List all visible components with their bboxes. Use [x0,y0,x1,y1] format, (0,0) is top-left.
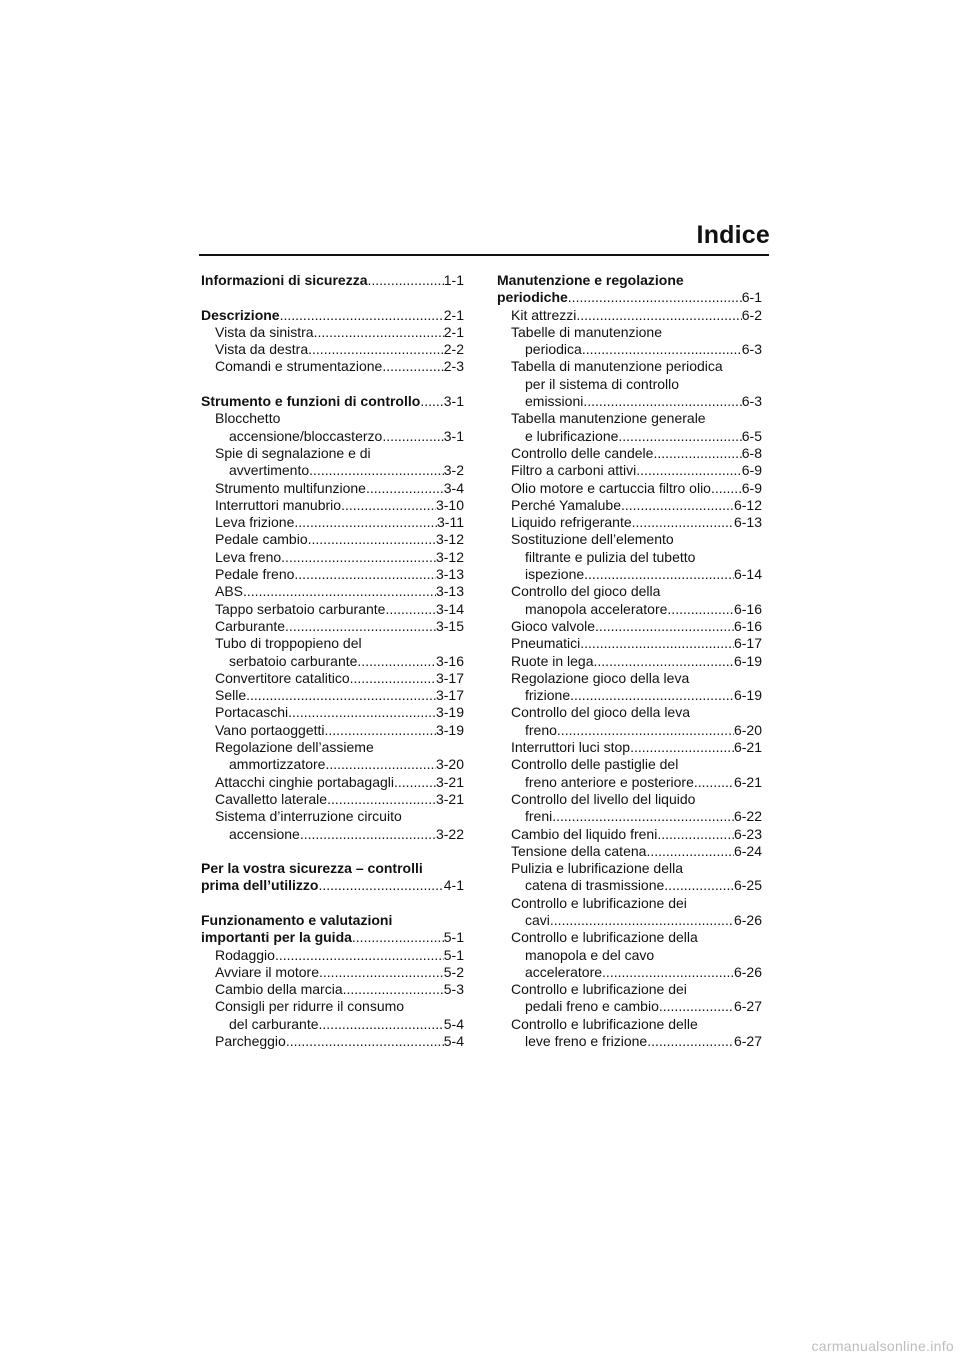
toc-page-number: 2-2 [443,341,464,358]
toc-entry-continued: Tubo di troppopieno del [215,635,362,652]
toc-entry-continued: Per la vostra sicurezza – controlli [201,860,423,877]
toc-entry-continued: filtrante e pulizia del tubetto [525,548,696,565]
toc-entry-title: ABS [215,583,244,600]
toc-page-number: 6-14 [733,566,762,583]
dot-leader [646,843,734,860]
toc-page-number: 6-13 [733,514,762,531]
toc-entry-continued: Regolazione gioco della leva [511,669,690,686]
toc-entry[interactable] [201,601,464,618]
toc-section [497,272,762,1050]
toc-page-number: 6-21 [733,773,762,790]
toc-entry-title: Tensione della catena [511,842,647,859]
toc-entry[interactable] [497,514,762,531]
toc-entry[interactable] [497,618,762,635]
toc-entry[interactable] [497,1033,762,1050]
toc-page-number: 6-21 [733,739,762,756]
toc-entry-title: Olio motore e cartuccia filtro olio [511,479,711,496]
toc-entry[interactable] [497,877,762,894]
toc-section [201,272,464,289]
toc-page-number: 2-1 [443,323,464,340]
toc-entry[interactable] [497,566,762,583]
toc-entry-title: acceleratore [525,963,603,980]
dot-leader [647,1033,734,1050]
toc-entry[interactable] [497,912,762,929]
dot-leader [243,583,436,600]
toc-entry[interactable] [201,1033,464,1050]
toc-entry[interactable] [497,808,762,825]
dot-leader [327,791,436,808]
toc-entry-title: importanti per la guida [201,929,352,946]
dot-leader [325,756,436,773]
dot-leader [580,635,734,652]
dot-leader [318,877,443,894]
toc-entry-continued: Pulizia e lubrificazione della [511,860,683,877]
dot-leader [584,566,734,583]
toc-page-number: 5-1 [443,929,464,946]
page-title: Indice [696,221,770,249]
toc-entry[interactable] [497,445,762,462]
toc-entry[interactable] [201,618,464,635]
dot-leader [583,393,741,410]
dot-leader [343,981,444,998]
toc-page-number: 6-23 [733,825,762,842]
toc-entry-continued: Regolazione dell’assieme [215,739,374,756]
toc-entry[interactable] [497,826,762,843]
toc-entry-title: Liquido refrigerante [511,514,632,531]
toc-entry-title: Informazioni di sicurezza [201,272,368,288]
toc-entry-continued: Controllo delle pastiglie del [511,756,679,773]
toc-entry-continued: Controllo e lubrificazione dei [511,981,687,998]
toc-entry-title: leve freno e frizione [525,1033,648,1050]
toc-section [201,393,464,843]
toc-entry[interactable] [497,774,762,791]
toc-page-number: 6-17 [733,635,762,652]
toc-page-number: 3-19 [435,721,464,738]
dot-leader [294,514,437,531]
toc-entry-title: freno [525,721,557,738]
toc-entry-title: Interruttori luci stop [511,739,631,756]
toc-page-number: 6-1 [741,289,762,306]
toc-section [201,912,464,1050]
toc-entry-title: cavi [525,911,550,928]
toc-entry-title: e lubrificazione [525,427,619,444]
toc-entry[interactable] [201,497,464,514]
toc-entry-title: Cavalletto laterale [215,790,328,807]
toc-entry-title: Parcheggio [215,1033,286,1050]
toc-entry[interactable] [497,635,762,652]
toc-page-number: 3-2 [443,462,464,479]
toc-entry[interactable] [497,307,762,324]
toc-entry-title: Avviare il motore [215,963,320,980]
toc-entry-title: accensione [229,825,300,842]
toc-page-number: 6-3 [741,393,762,410]
toc-entry-title: Convertitore catalitico [215,669,350,686]
toc-page-number: 6-19 [733,652,762,669]
toc-entry-title: Cambio del liquido freni [511,825,658,842]
toc-entry[interactable] [201,653,464,670]
toc-entry-title: Ruote in lega [511,652,594,669]
toc-page-number: 3-11 [437,514,464,531]
toc-entry[interactable] [201,756,464,773]
dot-leader [602,964,734,981]
toc-page-number: 3-13 [435,583,464,600]
toc-entry[interactable] [201,583,464,600]
dot-leader [308,341,444,358]
dot-leader [657,826,734,843]
toc-entry-title: Selle [215,687,247,704]
toc-page-number: 6-24 [733,842,762,859]
toc-left-column [201,272,464,1068]
toc-page-number: 6-12 [733,496,762,513]
dot-leader [568,289,742,306]
toc-entry-title: Cambio della marcia [215,981,343,998]
toc-entry-title: prima dell’utilizzo [201,877,319,894]
toc-entry-title: emissioni [525,393,584,410]
toc-entry[interactable] [201,722,464,739]
toc-entry[interactable] [201,514,464,531]
toc-entry-title: accensione/bloccasterzo [229,427,383,444]
toc-entry-title: ispezione [525,566,585,583]
toc-entry[interactable] [201,1016,464,1033]
toc-entry-title: Rodaggio [215,946,275,963]
toc-entry-continued: Consigli per ridurre il consumo [215,998,405,1015]
toc-page-number: 5-4 [443,1015,464,1032]
dot-leader [281,549,436,566]
toc-page-number: 3-22 [435,825,464,842]
dot-leader [288,704,436,721]
toc-entry[interactable] [497,462,762,479]
toc-entry[interactable] [201,947,464,964]
dot-leader [294,566,436,583]
toc-page-number: 6-19 [733,687,762,704]
toc-entry-continued: Sistema d’interruzione circuito [215,808,402,825]
toc-entry-continued: Manutenzione e regolazione [497,272,684,288]
toc-entry[interactable] [201,549,464,566]
toc-entry-title: Strumento e funzioni di controllo [201,393,421,410]
toc-entry-title: avvertimento [229,462,310,479]
dot-leader [420,393,443,410]
toc-entry[interactable] [201,566,464,583]
dot-leader [350,670,436,687]
toc-entry[interactable] [201,358,464,375]
toc-entry[interactable] [201,341,464,358]
toc-entry-continued: Tabelle di manutenzione [511,323,662,340]
toc-entry-title: Leva freno [215,548,282,565]
toc-entry-title: Pedale freno [215,566,295,583]
dot-leader [636,462,741,479]
toc-entry-title: Leva frizione [215,514,295,531]
toc-page-number: 6-8 [741,444,762,461]
toc-entry-continued: per il sistema di controllo [525,375,680,392]
dot-leader [582,341,742,358]
toc-entry[interactable] [201,964,464,981]
toc-page-number: 3-1 [443,427,464,444]
toc-page-number: 5-4 [443,1033,464,1050]
toc-page-number: 3-15 [435,617,464,634]
toc-entry[interactable] [497,653,762,670]
toc-section [201,860,464,895]
dot-leader [595,618,734,635]
toc-page-number: 5-2 [443,963,464,980]
toc-page-number: 2-1 [443,306,464,323]
toc-entry[interactable] [201,826,464,843]
dot-leader [308,531,436,548]
dot-leader [653,445,741,462]
toc-entry-continued: Blocchetto [215,410,281,427]
toc-entry-continued: Tabella di manutenzione periodica [511,358,723,375]
toc-page-number: 4-1 [443,877,464,894]
dot-leader [246,687,436,704]
toc-page-number: 3-14 [435,600,464,617]
toc-entry[interactable] [497,393,762,410]
toc-page-number: 5-3 [443,981,464,998]
toc-page-number: 3-1 [443,393,464,410]
toc-page-number: 6-5 [741,427,762,444]
toc-entry[interactable] [201,929,464,946]
toc-entry-title: Pneumatici [511,635,581,652]
dot-leader [309,462,444,479]
dot-leader [300,826,436,843]
toc-page-number: 3-13 [435,566,464,583]
dot-leader [367,272,443,289]
toc-page-number: 3-12 [435,548,464,565]
dot-leader [630,739,734,756]
toc-entry-title: del carburante [229,1015,319,1032]
toc-entry[interactable] [201,462,464,479]
toc-entry-continued: Controllo e lubrificazione della [511,929,698,946]
dot-leader [275,947,444,964]
toc-entry-title: Attacchi cinghie portabagagli [215,773,395,790]
toc-entry-continued: manopola e del cavo [525,946,655,963]
toc-entry[interactable] [201,324,464,341]
toc-page-number: 3-10 [435,496,464,513]
toc-entry[interactable] [497,998,762,1015]
toc-entry[interactable] [497,601,762,618]
dot-leader [550,912,734,929]
toc-entry-title: Filtro a carboni attivi [511,462,637,479]
toc-page-number: 6-16 [733,600,762,617]
toc-entry-title: Perché Yamalube [511,496,621,513]
toc-entry-title: Tappo serbatoio carburante [215,600,386,617]
toc-page-number: 6-22 [733,808,762,825]
toc-entry-title: Strumento multifunzione [215,479,366,496]
toc-entry[interactable] [497,843,762,860]
toc-entry-title: Controllo delle candele [511,444,654,461]
toc-entry[interactable] [201,531,464,548]
toc-entry[interactable] [201,480,464,497]
toc-entry[interactable] [497,497,762,514]
toc-page-number: 3-17 [435,687,464,704]
toc-entry-title: Descrizione [201,306,280,323]
dot-leader [621,497,734,514]
toc-page-number: 6-3 [741,341,762,358]
toc-page-number: 3-21 [435,790,464,807]
toc-page-number: 3-19 [435,704,464,721]
toc-page-number: 3-16 [435,652,464,669]
toc-entry-title: freno anteriore e posteriore [525,773,694,790]
dot-leader [570,687,734,704]
toc-page-number: 3-12 [435,531,464,548]
toc-entry[interactable] [201,272,464,289]
dot-leader [557,722,734,739]
toc-entry[interactable] [201,774,464,791]
toc-entry-title: periodiche [497,289,568,306]
dot-leader [576,307,741,324]
toc-entry[interactable] [201,393,464,410]
toc-entry-continued: Controllo del gioco della [511,583,661,600]
toc-entry[interactable] [201,981,464,998]
footer-watermark: carmanualsonline.info [811,1338,954,1354]
toc-entry-title: Gioco valvole [511,617,596,634]
toc-page-number: 6-27 [733,1033,762,1050]
toc-entry[interactable] [497,341,762,358]
toc-entry[interactable] [201,704,464,721]
toc-page-number: 2-3 [443,358,464,375]
toc-entry[interactable] [201,307,464,324]
dot-leader [394,774,436,791]
toc-entry[interactable] [497,687,762,704]
dot-leader [711,480,742,497]
toc-page-number: 6-26 [733,963,762,980]
dot-leader [325,722,436,739]
toc-right-column [497,272,762,1068]
toc-entry-title: Portacaschi [215,704,289,721]
toc-page-number: 3-20 [435,756,464,773]
toc-section [201,307,464,376]
toc-entry-title: Pedale cambio [215,531,308,548]
toc-entry-title: catena di trasmissione [525,877,665,894]
toc-entry-continued: Tabella manutenzione generale [511,410,706,427]
toc-entry-title: Kit attrezzi [511,306,577,323]
toc-entry[interactable] [201,687,464,704]
toc-entry[interactable] [201,670,464,687]
toc-page-number: 6-20 [733,721,762,738]
toc-entry-title: pedali freno e cambio [525,998,659,1015]
toc-entry-continued: Spie di segnalazione e di [215,444,371,461]
dot-leader [594,653,734,670]
dot-leader [385,601,436,618]
toc-entry[interactable] [497,722,762,739]
dot-leader [694,774,734,791]
toc-page-number: 6-9 [741,462,762,479]
dot-leader [632,514,734,531]
toc-page-number: 1-1 [443,272,464,288]
toc-page-number: 6-27 [733,998,762,1015]
toc-page-number: 3-4 [443,479,464,496]
title-rule [199,254,769,256]
toc-entry[interactable] [497,964,762,981]
dot-leader [659,998,734,1015]
dot-leader [352,929,444,946]
toc-entry[interactable] [497,739,762,756]
toc-entry-title: Vano portaoggetti [215,721,325,738]
dot-leader [667,601,734,618]
dot-leader [286,1033,444,1050]
toc-entry-continued: Controllo del livello del liquido [511,790,696,807]
toc-page-number: 6-2 [741,306,762,323]
toc-entry-title: Carburante [215,617,286,634]
toc-entry-title: ammortizzatore [229,756,326,773]
toc-entry-title: Interruttori manubrio [215,496,342,513]
toc-page-number: 6-25 [733,877,762,894]
toc-entry-title: frizione [525,687,571,704]
toc-entry[interactable] [201,877,464,894]
toc-entry-title: Vista da destra [215,341,309,358]
toc-entry-title: Vista da sinistra [215,323,314,340]
toc-entry-continued: Controllo e lubrificazione delle [511,1015,698,1032]
dot-leader [319,1016,444,1033]
toc-entry-title: Comandi e strumentazione [215,358,383,375]
toc-page-number: 3-17 [435,669,464,686]
toc-entry[interactable] [201,428,464,445]
dot-leader [382,428,443,445]
toc-entry-title: periodica [525,341,582,358]
toc-entry-continued: Controllo e lubrificazione dei [511,894,687,911]
toc-entry-continued: Controllo del gioco della leva [511,704,690,721]
dot-leader [618,428,741,445]
toc-entry-continued: Sostituzione dell’elemento [511,531,674,548]
dot-leader [341,497,436,514]
toc-entry-title: freni [525,808,553,825]
toc-entry-continued: Funzionamento e valutazioni [201,911,393,928]
dot-leader [285,618,436,635]
dot-leader [357,653,436,670]
dot-leader [280,307,444,324]
dot-leader [366,480,444,497]
dot-leader [319,964,444,981]
dot-leader [314,324,444,341]
toc-entry[interactable] [497,428,762,445]
dot-leader [382,358,443,375]
toc-page-number: 6-16 [733,617,762,634]
dot-leader [664,877,734,894]
toc-entry-title: manopola acceleratore [525,600,668,617]
toc-entry[interactable] [201,791,464,808]
toc-entry[interactable] [497,480,762,497]
toc-entry[interactable] [497,289,762,306]
toc-page-number: 6-26 [733,911,762,928]
toc-page-number: 6-9 [741,479,762,496]
dot-leader [552,808,734,825]
toc-entry-title: serbatoio carburante [229,652,358,669]
toc-page-number: 3-21 [435,773,464,790]
toc-page-number: 5-1 [443,946,464,963]
